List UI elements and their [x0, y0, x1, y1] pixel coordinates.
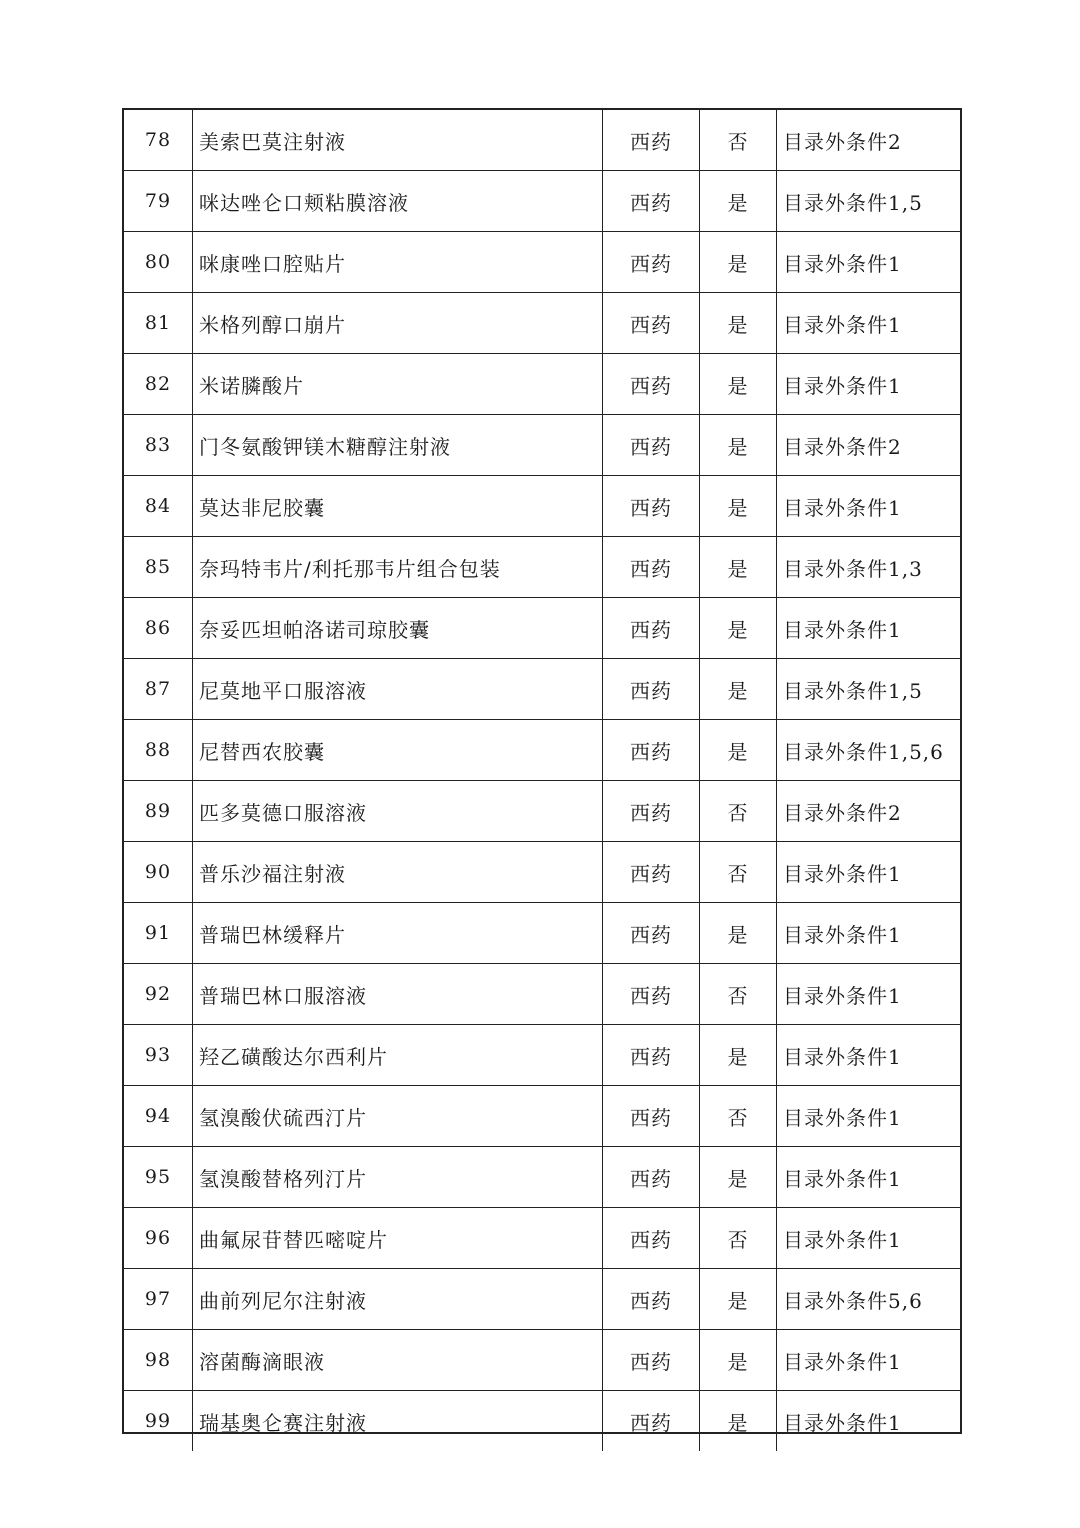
table-row	[124, 720, 960, 781]
row-number-cell: 82	[124, 354, 193, 415]
drug-name-cell: 普瑞巴林口服溶液	[193, 964, 603, 1025]
drug-name-cell: 门冬氨酸钾镁木糖醇注射液	[193, 415, 603, 476]
drug-type-cell: 西药	[603, 110, 700, 171]
table-row	[124, 1208, 960, 1269]
table-row	[124, 598, 960, 659]
drug-name-cell: 瑞基奥仑赛注射液	[193, 1391, 603, 1452]
row-number-cell: 81	[124, 293, 193, 354]
table-row	[124, 1269, 960, 1330]
row-number-cell: 91	[124, 903, 193, 964]
drug-type-cell: 西药	[603, 781, 700, 842]
drug-type-cell: 西药	[603, 964, 700, 1025]
drug-name-cell: 咪康唑口腔贴片	[193, 232, 603, 293]
flag-cell: 是	[700, 1147, 777, 1208]
condition-cell: 目录外条件1,5,6	[777, 720, 961, 781]
condition-cell: 目录外条件2	[777, 415, 961, 476]
condition-cell: 目录外条件1	[777, 842, 961, 903]
drug-type-cell: 西药	[603, 293, 700, 354]
table-row	[124, 415, 960, 476]
row-number-cell: 79	[124, 171, 193, 232]
table-row	[124, 476, 960, 537]
row-number-cell: 96	[124, 1208, 193, 1269]
condition-cell: 目录外条件1	[777, 293, 961, 354]
drug-name-cell: 尼替西农胶囊	[193, 720, 603, 781]
flag-cell: 是	[700, 171, 777, 232]
flag-cell: 否	[700, 1208, 777, 1269]
flag-cell: 是	[700, 1269, 777, 1330]
table-row	[124, 537, 960, 598]
drug-type-cell: 西药	[603, 476, 700, 537]
table-row	[124, 903, 960, 964]
row-number-cell: 97	[124, 1269, 193, 1330]
table-row	[124, 1147, 960, 1208]
drug-name-cell: 羟乙磺酸达尔西利片	[193, 1025, 603, 1086]
flag-cell: 是	[700, 354, 777, 415]
flag-cell: 否	[700, 964, 777, 1025]
row-number-cell: 89	[124, 781, 193, 842]
drug-name-cell: 咪达唑仑口颊粘膜溶液	[193, 171, 603, 232]
condition-cell: 目录外条件1	[777, 903, 961, 964]
row-number-cell: 83	[124, 415, 193, 476]
table-row	[124, 110, 960, 171]
row-number-cell: 93	[124, 1025, 193, 1086]
drug-name-cell: 米格列醇口崩片	[193, 293, 603, 354]
drug-type-cell: 西药	[603, 720, 700, 781]
row-number-cell: 95	[124, 1147, 193, 1208]
condition-cell: 目录外条件1,5	[777, 171, 961, 232]
drug-name-cell: 氢溴酸伏硫西汀片	[193, 1086, 603, 1147]
drug-name-cell: 匹多莫德口服溶液	[193, 781, 603, 842]
table-row	[124, 842, 960, 903]
flag-cell: 是	[700, 1391, 777, 1452]
row-number-cell: 92	[124, 964, 193, 1025]
row-number-cell: 94	[124, 1086, 193, 1147]
flag-cell: 是	[700, 293, 777, 354]
row-number-cell: 86	[124, 598, 193, 659]
table-row	[124, 781, 960, 842]
condition-cell: 目录外条件1	[777, 598, 961, 659]
table-row	[124, 1391, 960, 1452]
condition-cell: 目录外条件1,3	[777, 537, 961, 598]
condition-cell: 目录外条件1	[777, 232, 961, 293]
condition-cell: 目录外条件5,6	[777, 1269, 961, 1330]
flag-cell: 是	[700, 415, 777, 476]
flag-cell: 是	[700, 903, 777, 964]
drug-type-cell: 西药	[603, 903, 700, 964]
drug-type-cell: 西药	[603, 354, 700, 415]
condition-cell: 目录外条件2	[777, 781, 961, 842]
flag-cell: 是	[700, 476, 777, 537]
row-number-cell: 80	[124, 232, 193, 293]
flag-cell: 否	[700, 1086, 777, 1147]
table-row	[124, 659, 960, 720]
drug-type-cell: 西药	[603, 1391, 700, 1452]
table-row	[124, 232, 960, 293]
drug-name-cell: 普瑞巴林缓释片	[193, 903, 603, 964]
row-number-cell: 87	[124, 659, 193, 720]
condition-cell: 目录外条件1	[777, 1086, 961, 1147]
flag-cell: 是	[700, 598, 777, 659]
table-row	[124, 1086, 960, 1147]
condition-cell: 目录外条件1	[777, 964, 961, 1025]
table-row	[124, 1330, 960, 1391]
drug-name-cell: 奈玛特韦片/利托那韦片组合包装	[193, 537, 603, 598]
condition-cell: 目录外条件1,5	[777, 659, 961, 720]
condition-cell: 目录外条件1	[777, 354, 961, 415]
drug-type-cell: 西药	[603, 1086, 700, 1147]
row-number-cell: 88	[124, 720, 193, 781]
drug-type-cell: 西药	[603, 1208, 700, 1269]
flag-cell: 否	[700, 781, 777, 842]
drug-type-cell: 西药	[603, 1147, 700, 1208]
flag-cell: 是	[700, 232, 777, 293]
condition-cell: 目录外条件1	[777, 1391, 961, 1452]
condition-cell: 目录外条件1	[777, 1147, 961, 1208]
flag-cell: 是	[700, 1330, 777, 1391]
row-number-cell: 99	[124, 1391, 193, 1452]
drug-list-table	[122, 108, 962, 1434]
drug-type-cell: 西药	[603, 232, 700, 293]
condition-cell: 目录外条件1	[777, 1025, 961, 1086]
row-number-cell: 85	[124, 537, 193, 598]
drug-type-cell: 西药	[603, 415, 700, 476]
drug-name-cell: 曲氟尿苷替匹嘧啶片	[193, 1208, 603, 1269]
drug-name-cell: 曲前列尼尔注射液	[193, 1269, 603, 1330]
table-row	[124, 171, 960, 232]
table-body	[124, 110, 960, 1451]
drug-name-cell: 氢溴酸替格列汀片	[193, 1147, 603, 1208]
flag-cell: 否	[700, 110, 777, 171]
flag-cell: 是	[700, 659, 777, 720]
row-number-cell: 90	[124, 842, 193, 903]
drug-type-cell: 西药	[603, 171, 700, 232]
table-row	[124, 964, 960, 1025]
drug-type-cell: 西药	[603, 1330, 700, 1391]
condition-cell: 目录外条件2	[777, 110, 961, 171]
drug-name-cell: 尼莫地平口服溶液	[193, 659, 603, 720]
drug-type-cell: 西药	[603, 842, 700, 903]
table-row	[124, 293, 960, 354]
flag-cell: 是	[700, 720, 777, 781]
drug-name-cell: 溶菌酶滴眼液	[193, 1330, 603, 1391]
row-number-cell: 98	[124, 1330, 193, 1391]
flag-cell: 否	[700, 842, 777, 903]
table-row	[124, 1025, 960, 1086]
drug-type-cell: 西药	[603, 659, 700, 720]
condition-cell: 目录外条件1	[777, 1208, 961, 1269]
row-number-cell: 78	[124, 110, 193, 171]
drug-name-cell: 米诺膦酸片	[193, 354, 603, 415]
drug-type-cell: 西药	[603, 537, 700, 598]
flag-cell: 是	[700, 537, 777, 598]
condition-cell: 目录外条件1	[777, 1330, 961, 1391]
table-row	[124, 354, 960, 415]
drug-type-cell: 西药	[603, 1025, 700, 1086]
drug-name-cell: 奈妥匹坦帕洛诺司琼胶囊	[193, 598, 603, 659]
row-number-cell: 84	[124, 476, 193, 537]
flag-cell: 是	[700, 1025, 777, 1086]
drug-name-cell: 普乐沙福注射液	[193, 842, 603, 903]
drug-name-cell: 美索巴莫注射液	[193, 110, 603, 171]
drug-type-cell: 西药	[603, 598, 700, 659]
drug-name-cell: 莫达非尼胶囊	[193, 476, 603, 537]
drug-type-cell: 西药	[603, 1269, 700, 1330]
condition-cell: 目录外条件1	[777, 476, 961, 537]
